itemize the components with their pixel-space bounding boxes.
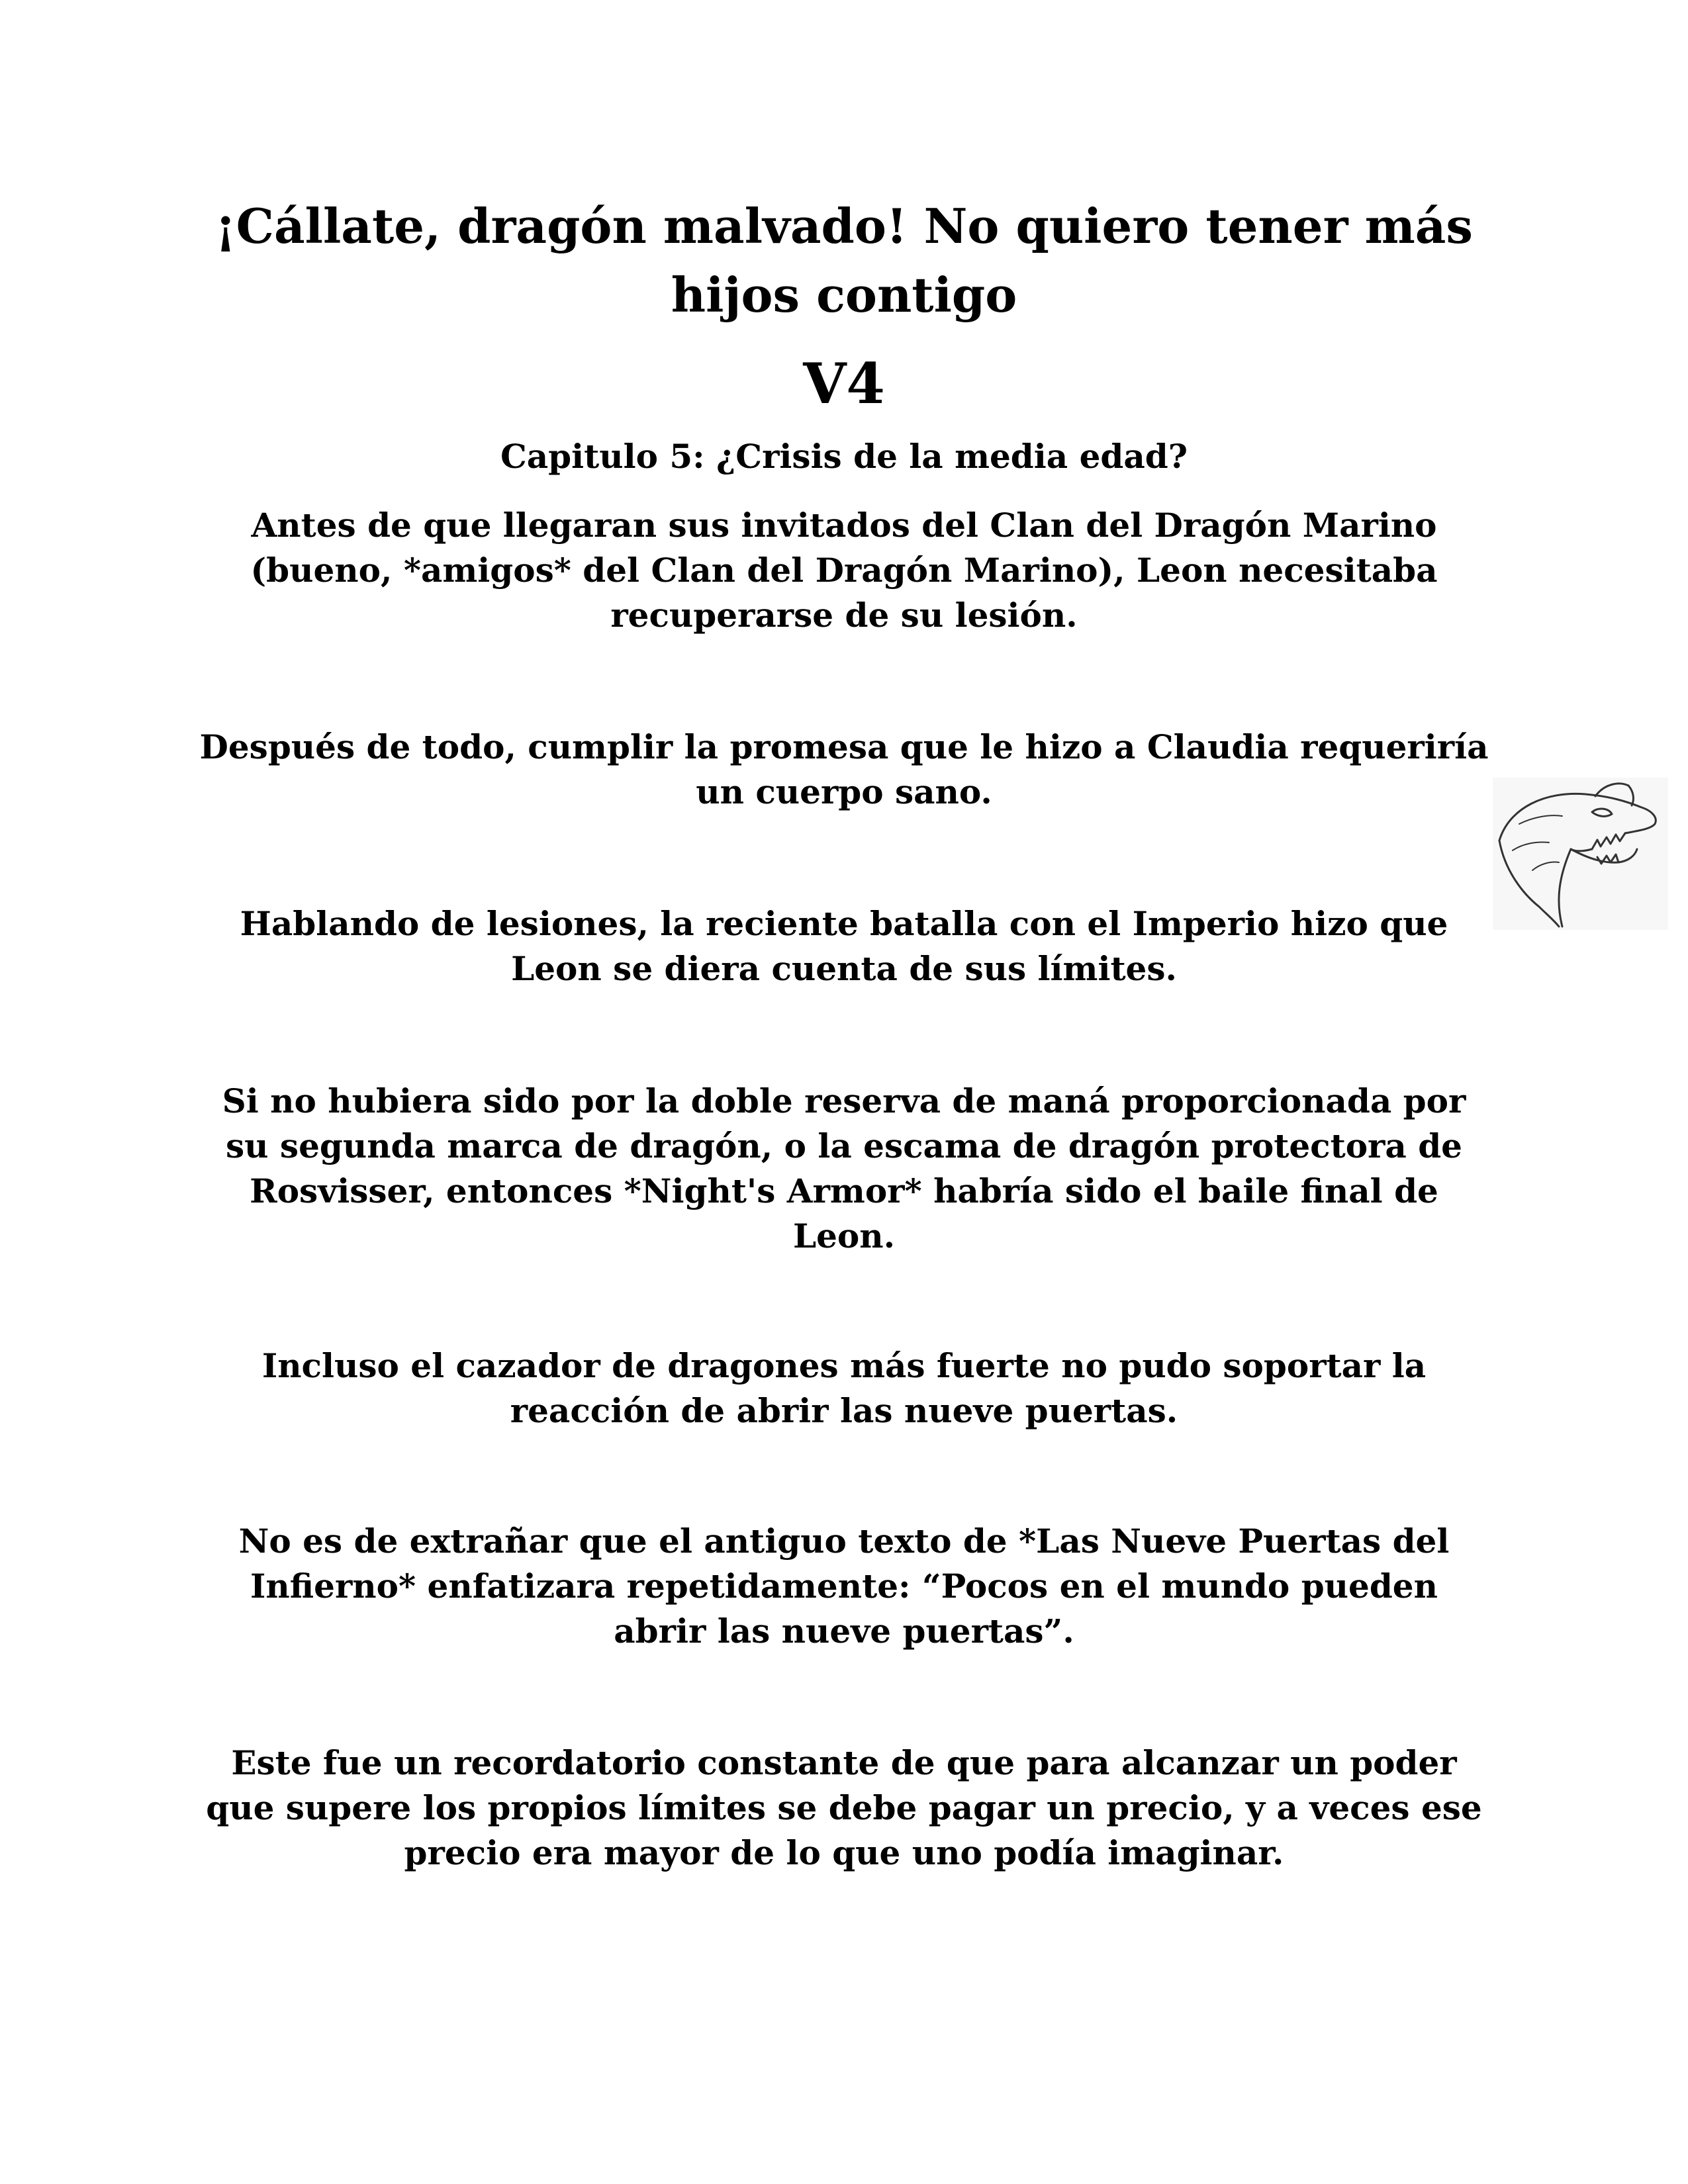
chapter-heading: Capitulo 5: ¿Crisis de la media edad? bbox=[500, 437, 1188, 476]
paragraph-1: Antes de que llegaran sus invitados del Clan del Dragón Marino (bueno, *amigos* del Clan del Dragón Marino), Leon necesitaba recuperarse de su lesión. bbox=[250, 506, 1438, 635]
volume-label: V4 bbox=[803, 351, 885, 416]
paragraph-2: Después de todo, cumplir la promesa que le hizo a Claudia requeriría un cuerpo sano. bbox=[199, 727, 1489, 811]
paragraph-4: Si no hubiera sido por la doble reserva de maná proporcionada por su segunda marca de dragón, o la escama de dragón protectora de Rosvisser, entonces *Night's Armor* habría sido el baile final de Leon. bbox=[222, 1081, 1466, 1255]
document-title: ¡Cállate, dragón malvado! No quiero tener más hijos contigo bbox=[215, 198, 1473, 323]
paragraph-5: Incluso el cazador de dragones más fuerte no pudo soportar la reacción de abrir las nueve puertas. bbox=[261, 1346, 1427, 1430]
dragon-head-sketch-icon bbox=[1493, 778, 1668, 930]
paragraph-3: Hablando de lesiones, la reciente batalla con el Imperio hizo que Leon se diera cuenta de sus límites. bbox=[240, 904, 1448, 988]
paragraph-7: Este fue un recordatorio constante de que para alcanzar un poder que supere los propios límites se debe pagar un precio, y a veces ese precio era mayor de lo que uno podía imaginar. bbox=[206, 1743, 1482, 1872]
paragraph-6: No es de extrañar que el antiguo texto de *Las Nueve Puertas del Infierno* enfatizara repetidamente: “Pocos en el mundo pueden abrir las nueve puertas”. bbox=[238, 1522, 1450, 1651]
